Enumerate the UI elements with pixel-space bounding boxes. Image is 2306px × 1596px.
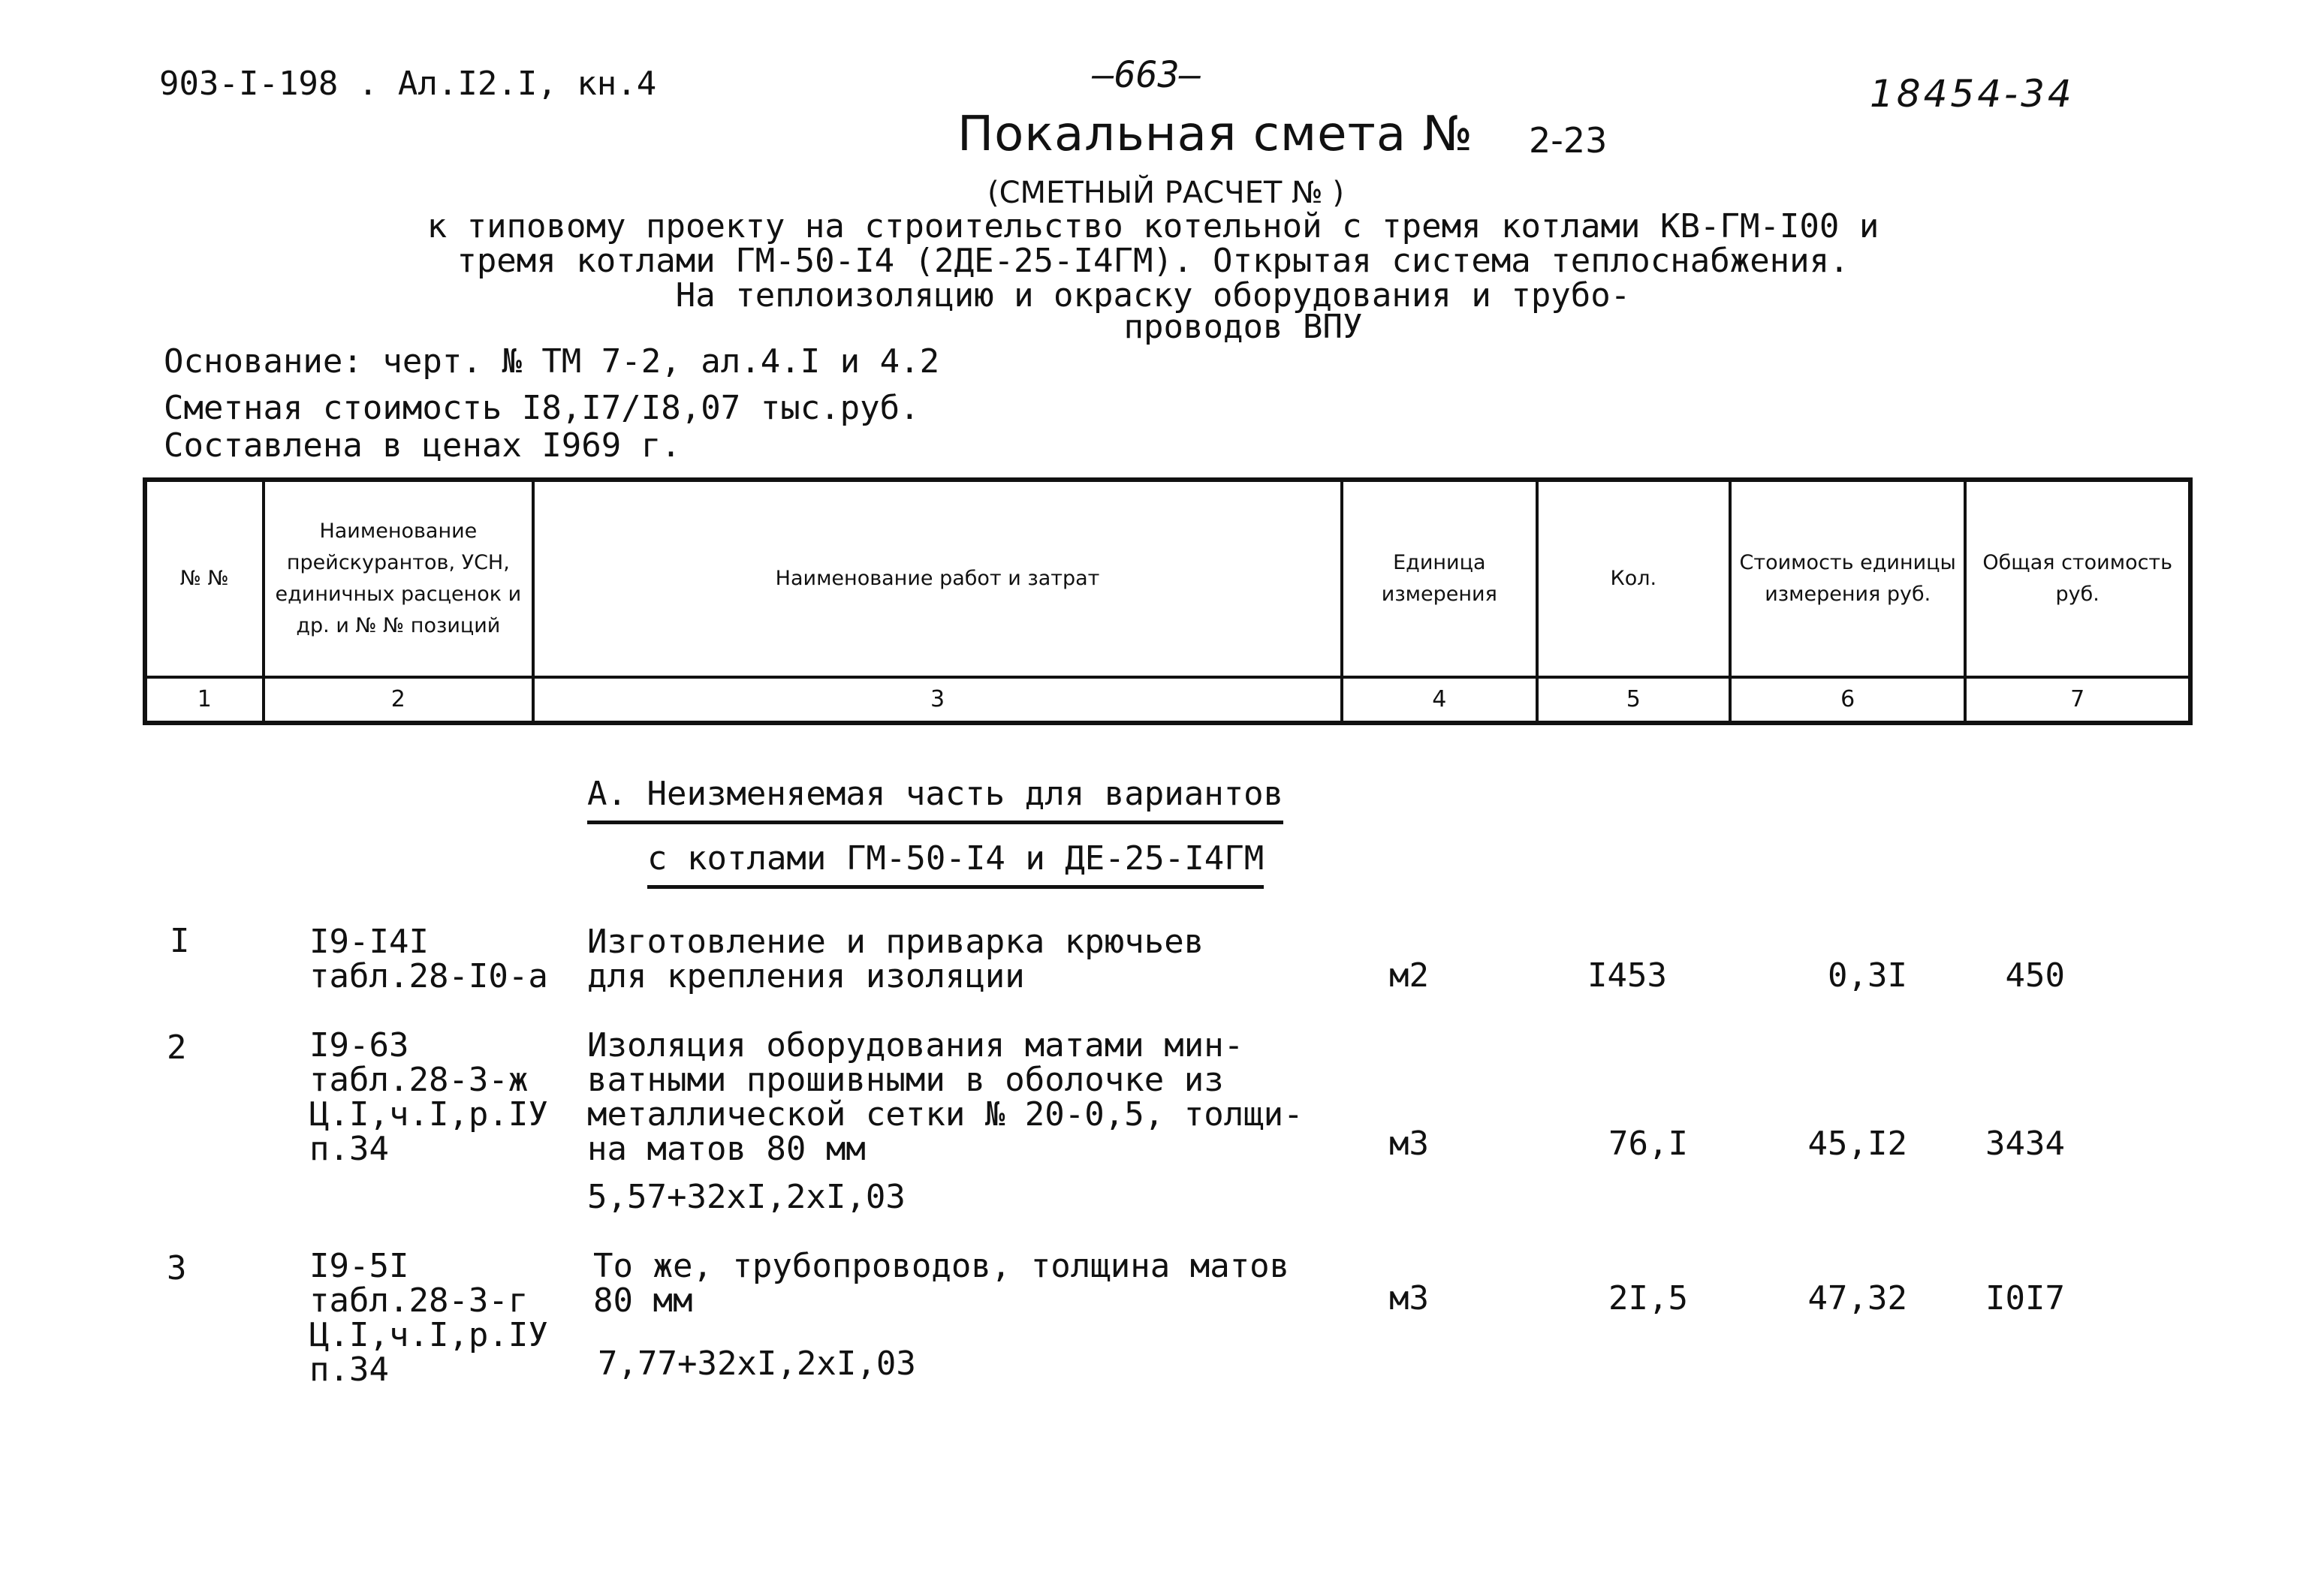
header-price-list: Наименование прейскурантов, УСН, единичных расценок и др. и № № позиций [264, 480, 534, 677]
row-unit: м2 [1389, 956, 1429, 995]
document-code: 903-I-198 . Ал.I2.I, кн.4 [159, 65, 657, 103]
header-work-name: Наименование работ и затрат [533, 480, 1342, 677]
basis-line: Основание: черт. № ТМ 7-2, ал.4.I и 4.2 [164, 342, 940, 381]
row-total-cost: 3434 [1985, 1125, 2065, 1163]
row-quantity: 2I,5 [1608, 1279, 1688, 1317]
prices-line: Составлена в ценах I969 г. [164, 426, 681, 465]
row-work-name: Изоляция оборудования матами мин- ватными прошивными в оболочке из металлической сетки № 20-0,5, толщи- на матов 80 мм [587, 1026, 1304, 1168]
description-line: тремя котлами ГМ-50-I4 (2ДЕ-25-I4ГМ). Открытая система теплоснабжения. [457, 242, 1849, 280]
description-line: На теплоизоляцию и окраску оборудования и трубо- [675, 276, 1631, 315]
row-formula: 7,77+32хI,2хI,03 [598, 1345, 916, 1383]
header-quantity: Кол. [1537, 480, 1730, 677]
header-unit-cost: Стоимость единицы измерения руб. [1730, 480, 1965, 677]
header-unit: Единица измерения [1342, 480, 1537, 677]
estimate-table-header [143, 477, 2193, 725]
page-subtitle: (СМЕТНЫЙ РАСЧЕТ № ) [987, 176, 1344, 210]
header-number: № № [145, 480, 264, 677]
row-work-name: Изготовление и приварка крючьев для крепления изоляции [587, 923, 1204, 995]
header-total-cost: Общая стоимость руб. [1965, 480, 2190, 677]
row-total-cost: I0I7 [1985, 1279, 2065, 1317]
section-heading-2 [647, 839, 1264, 878]
row-number: I [170, 922, 190, 960]
description-line: проводов ВПУ [1123, 308, 1363, 346]
row-number: 2 [167, 1028, 187, 1067]
column-number: 6 [1730, 677, 1965, 723]
row-unit-cost: 0,3I [1828, 956, 1907, 995]
section-heading-line-1: А. Неизменяемая часть для вариантов [587, 775, 1283, 824]
row-price-code: I9-I4I табл.28-I0-а [309, 923, 548, 995]
page-number: —663— [1093, 54, 1201, 96]
row-number: 3 [167, 1249, 187, 1287]
page-title: Покальная смета № [957, 107, 1473, 162]
row-unit-cost: 47,32 [1807, 1279, 1907, 1317]
row-quantity: 76,I [1608, 1125, 1688, 1163]
row-unit: м3 [1389, 1279, 1429, 1317]
row-unit: м3 [1389, 1125, 1429, 1163]
section-heading-line-2: с котлами ГМ-50-I4 и ДЕ-25-I4ГМ [647, 839, 1264, 889]
row-quantity: I453 [1587, 956, 1667, 995]
column-number: 3 [533, 677, 1342, 723]
registration-number: 18454-34 [1870, 72, 2075, 116]
row-total-cost: 450 [2005, 956, 2065, 995]
column-number: 7 [1965, 677, 2190, 723]
row-unit-cost: 45,I2 [1807, 1125, 1907, 1163]
description-line: к типовому проекту на строительство котельной с тремя котлами КВ-ГМ-I00 и [427, 207, 1879, 245]
section-heading [587, 775, 1283, 813]
column-number: 5 [1537, 677, 1730, 723]
row-work-name: То же, трубопроводов, толщина матов 80 мм [593, 1247, 1290, 1320]
cost-line: Сметная стоимость I8,I7/I8,07 тыс.руб. [164, 389, 920, 427]
row-price-code: I9-63 табл.28-3-ж Ц.I,ч.I,р.IУ п.34 [309, 1026, 548, 1168]
column-number: 2 [264, 677, 534, 723]
row-price-code: I9-5I табл.28-3-г Ц.I,ч.I,р.IУ п.34 [309, 1247, 548, 1389]
column-number: 1 [145, 677, 264, 723]
row-formula: 5,57+32хI,2хI,03 [587, 1178, 906, 1216]
estimate-number: 2-23 [1529, 120, 1608, 161]
column-number: 4 [1342, 677, 1537, 723]
